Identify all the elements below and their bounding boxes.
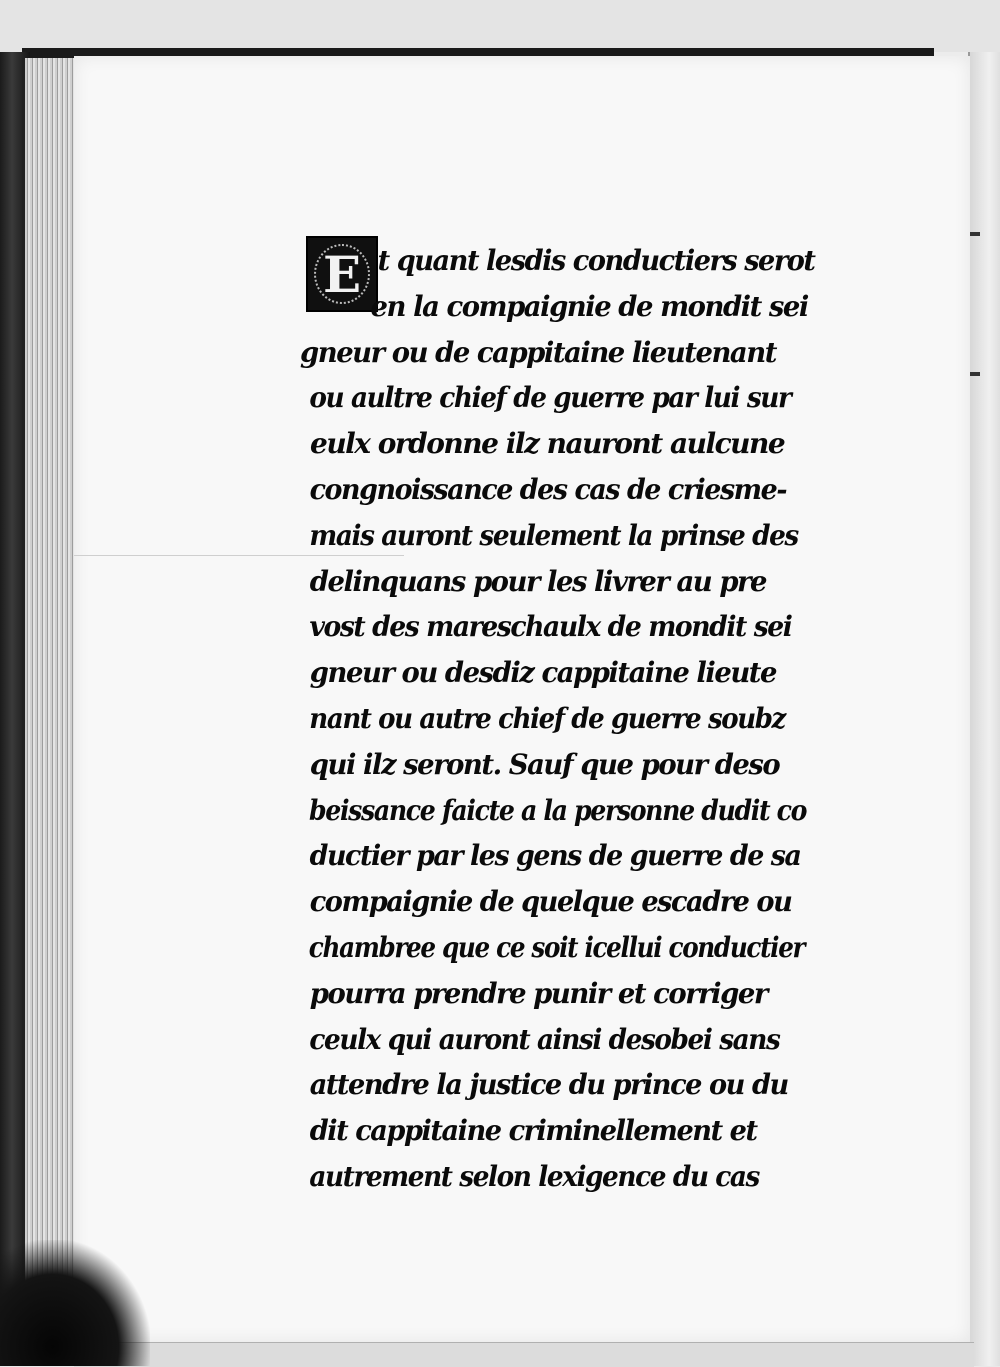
text-line: en la compaignie de mondit sei	[370, 289, 808, 323]
text-line: congnoissance des cas de criesme-	[309, 472, 787, 506]
page-bottom-edge	[74, 1342, 974, 1367]
initial-letter: E	[322, 244, 362, 304]
text-line: pourra prendre punir et corriger	[309, 976, 767, 1010]
page-stack-edges	[22, 58, 77, 1318]
text-line: beissance faicte a la personne dudit co	[309, 793, 807, 827]
scan-top-margin	[0, 0, 1000, 52]
text-line: delinquans pour les livrer au pre	[309, 564, 767, 598]
text-line: mais auront seulement la prinse des	[309, 518, 798, 552]
text-line: nant ou autre chief de guerre soubz	[309, 701, 785, 735]
facing-page-edge	[968, 52, 1000, 1366]
text-line: gneur ou de cappitaine lieutenant	[300, 335, 776, 369]
text-line: attendre la justice du prince ou du	[309, 1068, 788, 1102]
text-line: ceulx qui auront ainsi desobei sans	[309, 1022, 780, 1056]
text-line: vost des mareschaulx de mondit sei	[309, 610, 792, 644]
manuscript-text-block	[300, 238, 830, 1200]
scanner-thumb-shadow	[0, 1240, 150, 1366]
text-line: chambree que ce soit icellui conductier	[308, 930, 805, 964]
text-line: dit cappitaine criminellement et	[309, 1114, 757, 1148]
text-line: t quant lesdis conductiers serot	[377, 244, 815, 277]
text-line: eulx ordonne ilz nauront aulcune	[310, 427, 785, 461]
text-line: compaignie de quelque escadre ou	[309, 885, 792, 919]
text-line: ou aultre chief de guerre par lui sur	[309, 381, 791, 415]
text-line: qui ilz seront. Sauf que pour deso	[309, 747, 780, 781]
text-line: autrement selon lexigence du cas	[309, 1159, 759, 1193]
text-line: gneur ou desdiz cappitaine lieute	[309, 656, 777, 690]
text-line: ductier par les gens de guerre de sa	[309, 839, 801, 873]
